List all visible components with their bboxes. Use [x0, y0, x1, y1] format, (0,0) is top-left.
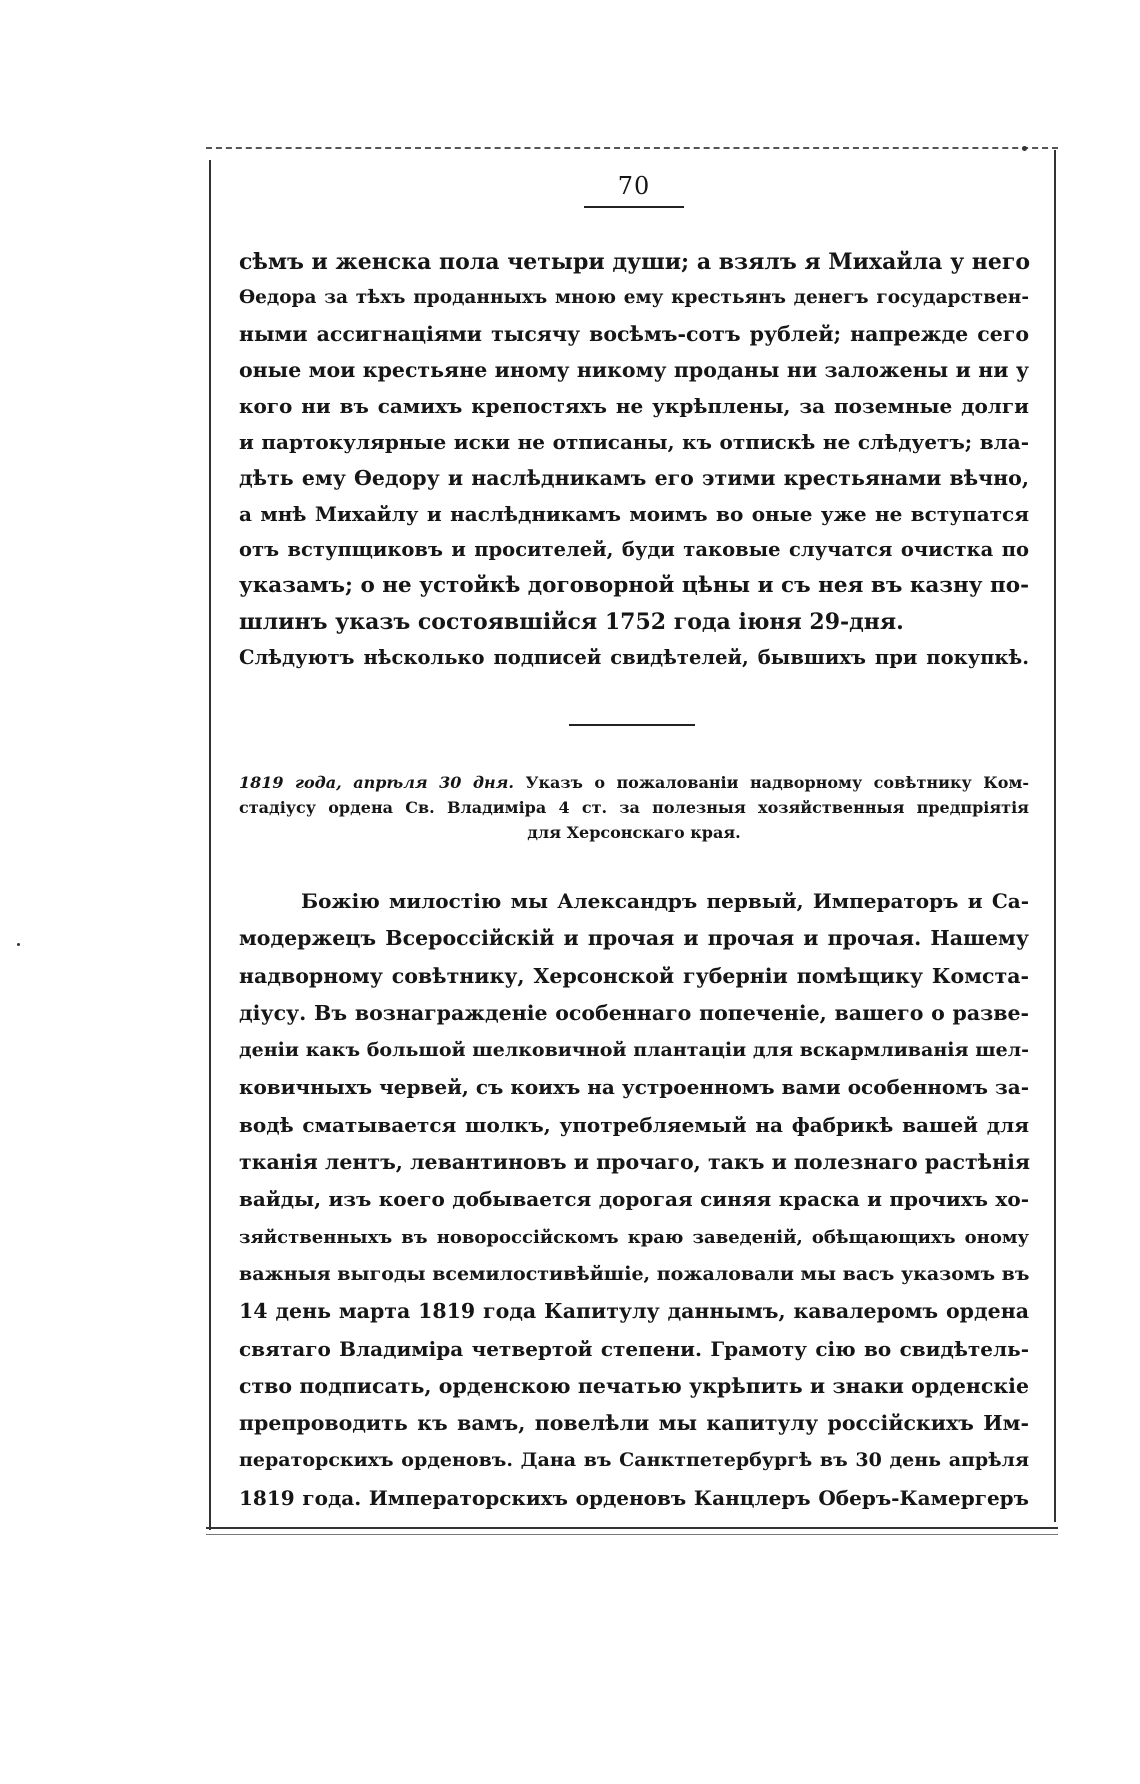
- page-frame-top: [206, 147, 1058, 149]
- text-line: деніи какъ большой шелковичной плантаціи для вскармливанія шел-: [239, 1039, 1029, 1062]
- text-line: тканія лентъ, левантиновъ и прочаго, такъ и полезнаго растѣнія: [239, 1150, 1031, 1175]
- text-line: діусу. Въ вознагражденіе особеннаго попеченіе, вашего о разве-: [239, 1000, 1029, 1025]
- text-line: сѣмъ и женска пола четыри души; а взялъ я Михайла у него: [239, 249, 1031, 275]
- page-frame-right: [1054, 150, 1056, 1522]
- text-line: Ѳедора за тѣхъ проданныхъ мною ему крестьянъ денегъ государствен-: [239, 287, 1029, 308]
- page-frame-left: [209, 160, 211, 1530]
- text-line: а мнѣ Михайлу и наслѣдникамъ моимъ во оные уже не вступатся: [239, 502, 1029, 526]
- text-line: 14 день марта 1819 года Капитулу даннымъ, кавалеромъ ордена: [239, 1299, 1029, 1324]
- text-line: ство подписать, орденскою печатью укрѣпить и знаки орденскіе: [239, 1373, 1029, 1398]
- page-frame-bottom: [206, 1527, 1058, 1529]
- text-line: шлинъ указъ состоявшійся 1752 года іюня 29-дня.: [239, 609, 904, 635]
- page-frame-bottom-inner: [206, 1534, 1058, 1535]
- section-divider: [569, 724, 695, 726]
- text-line: и партокулярные иски не отписаны, къ отпискѣ не слѣдуетъ; вла-: [239, 430, 1029, 454]
- text-line: ператорскихъ орденовъ. Дана въ Санктпетербургѣ въ 30 день апрѣля: [239, 1449, 1029, 1472]
- text-line: ными ассигнаціями тысячу восѣмъ-сотъ рублей; напрежде сего: [239, 322, 1029, 346]
- text-line: отъ вступщиковъ и просителей, буди таковые случатся очистка по: [239, 538, 1029, 561]
- text-line: оные мои крестьяне иному никому проданы ни заложены и ни у: [239, 358, 1029, 382]
- text-line: модержецъ Всероссійскій и прочая и прочая и прочая. Нашему: [239, 926, 1029, 951]
- text-line: кого ни въ самихъ крепостяхъ не укрѣплены, за поземные долги: [239, 394, 1029, 418]
- text-line: водѣ сматывается шолкъ, употребляемый на фабрикѣ вашей для: [239, 1112, 1029, 1137]
- heading-line-1: [239, 770, 1029, 795]
- text-line: указамъ; о не устойкѣ договорной цѣны и съ нея въ казну по-: [239, 573, 1029, 598]
- heading-line-2: стадіусу ордена Св. Владиміра 4 ст. за полезныя хозяйственныя предпріятія: [239, 798, 1029, 817]
- scan-speck: [1022, 146, 1027, 151]
- scan-speck: [17, 943, 20, 946]
- text-line: вайды, изъ коего добывается дорогая синяя краска и прочихъ хо-: [239, 1187, 1029, 1212]
- page-number-rule: [584, 206, 684, 208]
- heading-line-3: для Херсонскаго края.: [527, 823, 741, 842]
- text-line: Божію милостію мы Александръ первый, Императоръ и Са-: [301, 889, 1029, 913]
- paragraph-decree-text: [239, 883, 1029, 1517]
- heading-title-start: Указъ о пожалованіи надворному совѣтнику Ком-: [525, 773, 1029, 792]
- text-line: важныя выгоды всемилостивѣйшіе, пожаловали мы васъ указомъ въ: [239, 1262, 1030, 1285]
- text-line: препроводить къ вамъ, повелѣли мы капитулу россійскихъ Им-: [239, 1411, 1029, 1436]
- page-number: 70: [617, 172, 651, 200]
- text-line: святаго Владиміра четвертой степени. Грамоту сію во свидѣтель-: [239, 1336, 1029, 1361]
- text-line: Слѣдуютъ нѣсколько подписей свидѣтелей, бывшихъ при покупкѣ.: [239, 646, 1029, 669]
- paragraph-deed-continuation: [239, 244, 1029, 676]
- text-line: надворному совѣтнику, Херсонской губерніи помѣщику Комста-: [239, 963, 1029, 988]
- decree-heading: [239, 770, 1029, 845]
- heading-date: 1819 года, апрѣля 30 дня.: [239, 773, 514, 792]
- text-line: зяйственныхъ въ новороссійскомъ краю заведеній, обѣщающихъ оному: [239, 1226, 1029, 1248]
- text-line: ковичныхъ червей, съ коихъ на устроенномъ вами особенномъ за-: [239, 1075, 1029, 1100]
- text-line: 1819 года. Императорскихъ орденовъ Канцлеръ Оберъ-Камергеръ: [239, 1485, 1029, 1510]
- text-line: дѣть ему Ѳедору и наслѣдникамъ его этими крестьянами вѣчно,: [239, 466, 1029, 490]
